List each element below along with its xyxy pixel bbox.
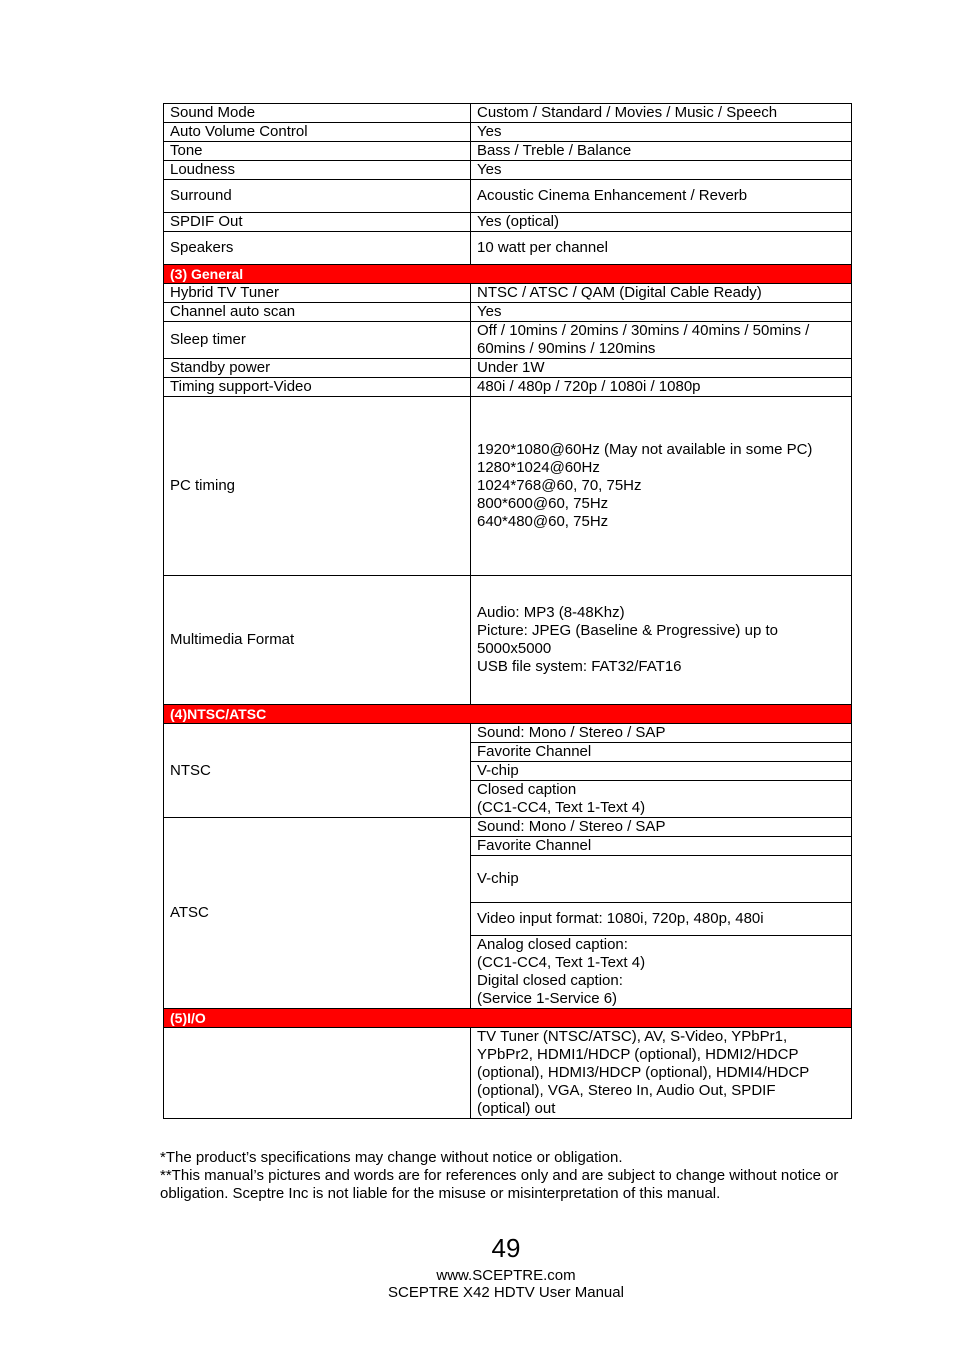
spec-value: 480i / 480p / 720p / 1080i / 1080p: [471, 378, 852, 397]
table-row: [164, 123, 852, 142]
page-footer: [0, 1267, 954, 1301]
spec-label: ATSC: [164, 818, 471, 1009]
table-row: [164, 303, 852, 322]
footer-url: www.SCEPTRE.com: [436, 1267, 576, 1284]
spec-value: Sound: Mono / Stereo / SAP: [471, 818, 852, 837]
spec-label: Channel auto scan: [164, 303, 471, 322]
footer-title: SCEPTRE X42 HDTV User Manual: [388, 1284, 624, 1301]
spec-label: Timing support-Video: [164, 378, 471, 397]
spec-label: Tone: [164, 142, 471, 161]
spec-value: Yes: [471, 123, 852, 142]
spec-label: Multimedia Format: [164, 576, 471, 705]
spec-label: Standby power: [164, 359, 471, 378]
section-header-ntsc-atsc: [164, 705, 852, 724]
spec-value: V-chip: [471, 762, 852, 781]
spec-value: Audio: MP3 (8-48Khz) Picture: JPEG (Baseline & Progressive) up to 5000x5000 USB file system: FAT32/FAT16: [471, 576, 852, 705]
table-row: [164, 322, 852, 359]
section-header-io: [164, 1009, 852, 1028]
table-row: [164, 180, 852, 213]
table-row: [164, 213, 852, 232]
spec-label: Auto Volume Control: [164, 123, 471, 142]
spec-label: Speakers: [164, 232, 471, 265]
spec-value: Yes: [471, 303, 852, 322]
table-row: [164, 724, 852, 743]
footnote-1: *The product’s specifications may change without notice or obligation.: [160, 1149, 623, 1166]
table-row: [164, 359, 852, 378]
section-title: (4)NTSC/ATSC: [164, 705, 852, 724]
spec-value: Custom / Standard / Movies / Music / Speech: [471, 104, 852, 123]
spec-value: Video input format: 1080i, 720p, 480p, 480i: [471, 903, 852, 936]
table-row: [164, 284, 852, 303]
section-title: (5)I/O: [164, 1009, 852, 1028]
spec-value: Closed caption (CC1-CC4, Text 1-Text 4): [471, 781, 852, 818]
spec-label: Sleep timer: [164, 322, 471, 359]
spec-value: Acoustic Cinema Enhancement / Reverb: [471, 180, 852, 213]
spec-value: V-chip: [471, 856, 852, 903]
spec-label: [164, 1028, 471, 1119]
spec-value: Analog closed caption: (CC1-CC4, Text 1-Text 4) Digital closed caption: (Service 1-Service 6): [471, 936, 852, 1009]
spec-value: Favorite Channel: [471, 743, 852, 762]
spec-value: 1920*1080@60Hz (May not available in some PC) 1280*1024@60Hz 1024*768@60, 70, 75Hz 800*600@60, 75Hz 640*480@60, 75Hz: [471, 397, 852, 576]
spec-value: Favorite Channel: [471, 837, 852, 856]
footnote-2: **This manual’s pictures and words are for references only and are subject to change without notice or obligation. Sceptre Inc is not liable for the misuse or misinterpretation of this manual.: [160, 1167, 839, 1202]
page-number: 49: [491, 1233, 521, 1263]
table-row: [164, 161, 852, 180]
table-row: [164, 378, 852, 397]
table-row: [164, 818, 852, 837]
spec-label: Loudness: [164, 161, 471, 180]
spec-value: Under 1W: [471, 359, 852, 378]
table-row: [164, 1028, 852, 1119]
spec-value: TV Tuner (NTSC/ATSC), AV, S-Video, YPbPr1, YPbPr2, HDMI1/HDCP (optional), HDMI2/HDCP (optional), HDMI3/HDCP (optional), HDMI4/HDCP (optional), VGA, Stereo In, Audio Out, SPDIF (optical) out: [471, 1028, 852, 1119]
spec-value: Yes (optical): [471, 213, 852, 232]
table-row: [164, 232, 852, 265]
table-row: [164, 104, 852, 123]
spec-label: PC timing: [164, 397, 471, 576]
table-row: [164, 576, 852, 705]
spec-value: 10 watt per channel: [471, 232, 852, 265]
footnotes: [160, 1149, 860, 1203]
spec-value: Off / 10mins / 20mins / 30mins / 40mins / 50mins / 60mins / 90mins / 120mins: [471, 322, 852, 359]
spec-label: SPDIF Out: [164, 213, 471, 232]
spec-label: Surround: [164, 180, 471, 213]
spec-value: Yes: [471, 161, 852, 180]
spec-label: Hybrid TV Tuner: [164, 284, 471, 303]
spec-value: Sound: Mono / Stereo / SAP: [471, 724, 852, 743]
section-header-general: [164, 265, 852, 284]
spec-value: NTSC / ATSC / QAM (Digital Cable Ready): [471, 284, 852, 303]
table-row: [164, 142, 852, 161]
section-title: (3) General: [164, 265, 852, 284]
spec-value: Bass / Treble / Balance: [471, 142, 852, 161]
table-row: [164, 397, 852, 576]
spec-table: [163, 103, 852, 1119]
spec-label: Sound Mode: [164, 104, 471, 123]
spec-label: NTSC: [164, 724, 471, 818]
